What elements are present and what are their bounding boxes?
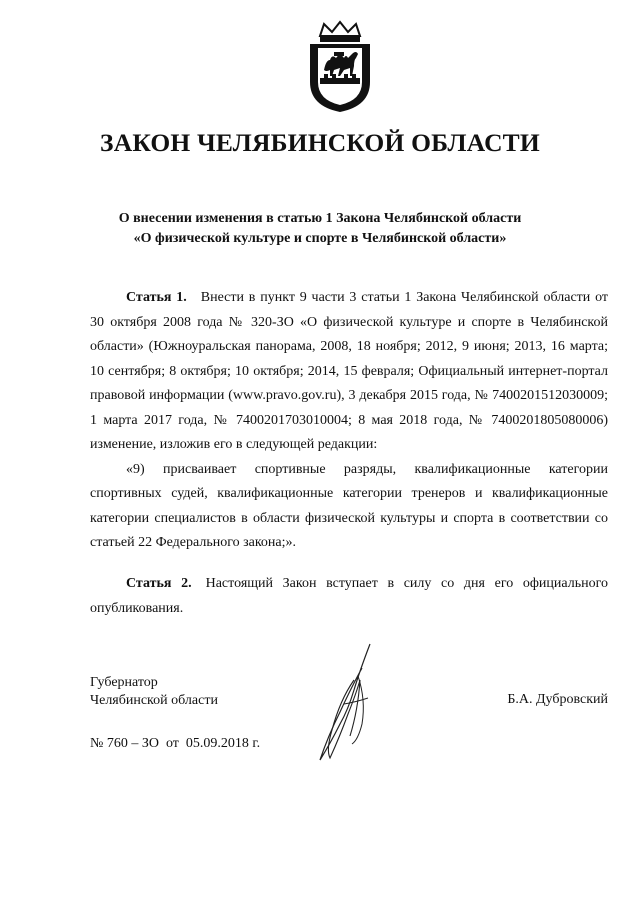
article-1 — [90, 286, 608, 556]
governor-region: Челябинской области — [90, 693, 218, 708]
article-1-label: Статья 1. — [126, 290, 187, 305]
law-number-date: № 760 – ЗО от 05.09.2018 г. — [90, 736, 261, 751]
article-2-text: Настоящий Закон вступает в силу со дня его официального опубликования. — [90, 576, 608, 616]
article-2 — [90, 572, 608, 621]
coat-of-arms-icon — [300, 20, 380, 115]
law-subtitle-line1: О внесении изменения в статью 1 Закона Челябинской области — [118, 211, 522, 226]
governor-name: Б.А. Дубровский — [507, 692, 608, 707]
governor-position — [90, 674, 218, 710]
article-2-paragraph — [90, 572, 608, 621]
article-2-label: Статья 2. — [126, 576, 192, 591]
article-1-paragraph — [90, 286, 608, 458]
law-subtitle-line2: «О физической культуре и спорте в Челябинской области» — [133, 231, 507, 246]
article-1-text: Внести в пункт 9 части 3 статьи 1 Закона Челябинской области от 30 октября 2008 года № 320-ЗО «О физической культуре и спорте в Челябинской области» (Южноуральская панорама, 2008, 18 ноября; 2012, 9 июня; 2013, 16 марта; 10 сентября; 8 октября; 10 октября; 2014, 15 февраля; Официальный интернет-портал правовой информации (www.pravo.gov.ru), 3 декабря 2015 года, № 7400201512030009; 1 марта 2017 года, № 7400201703010004; 8 мая 2018 года, № 7400201805080006) изменение, изложив его в следующей редакции: — [90, 290, 609, 452]
article-1-quote: «9) присваивает спортивные разряды, квалификационные категории спортивных судей, квалификационные категории тренеров и квалификационные категории специалистов в области физической культуры и спорта в соответствии со статьей 22 Федерального закона;». — [90, 461, 608, 550]
governor-title: Губернатор — [90, 675, 158, 690]
handwritten-signature-icon — [300, 640, 400, 770]
law-title: ЗАКОН ЧЕЛЯБИНСКОЙ ОБЛАСТИ — [100, 128, 540, 157]
